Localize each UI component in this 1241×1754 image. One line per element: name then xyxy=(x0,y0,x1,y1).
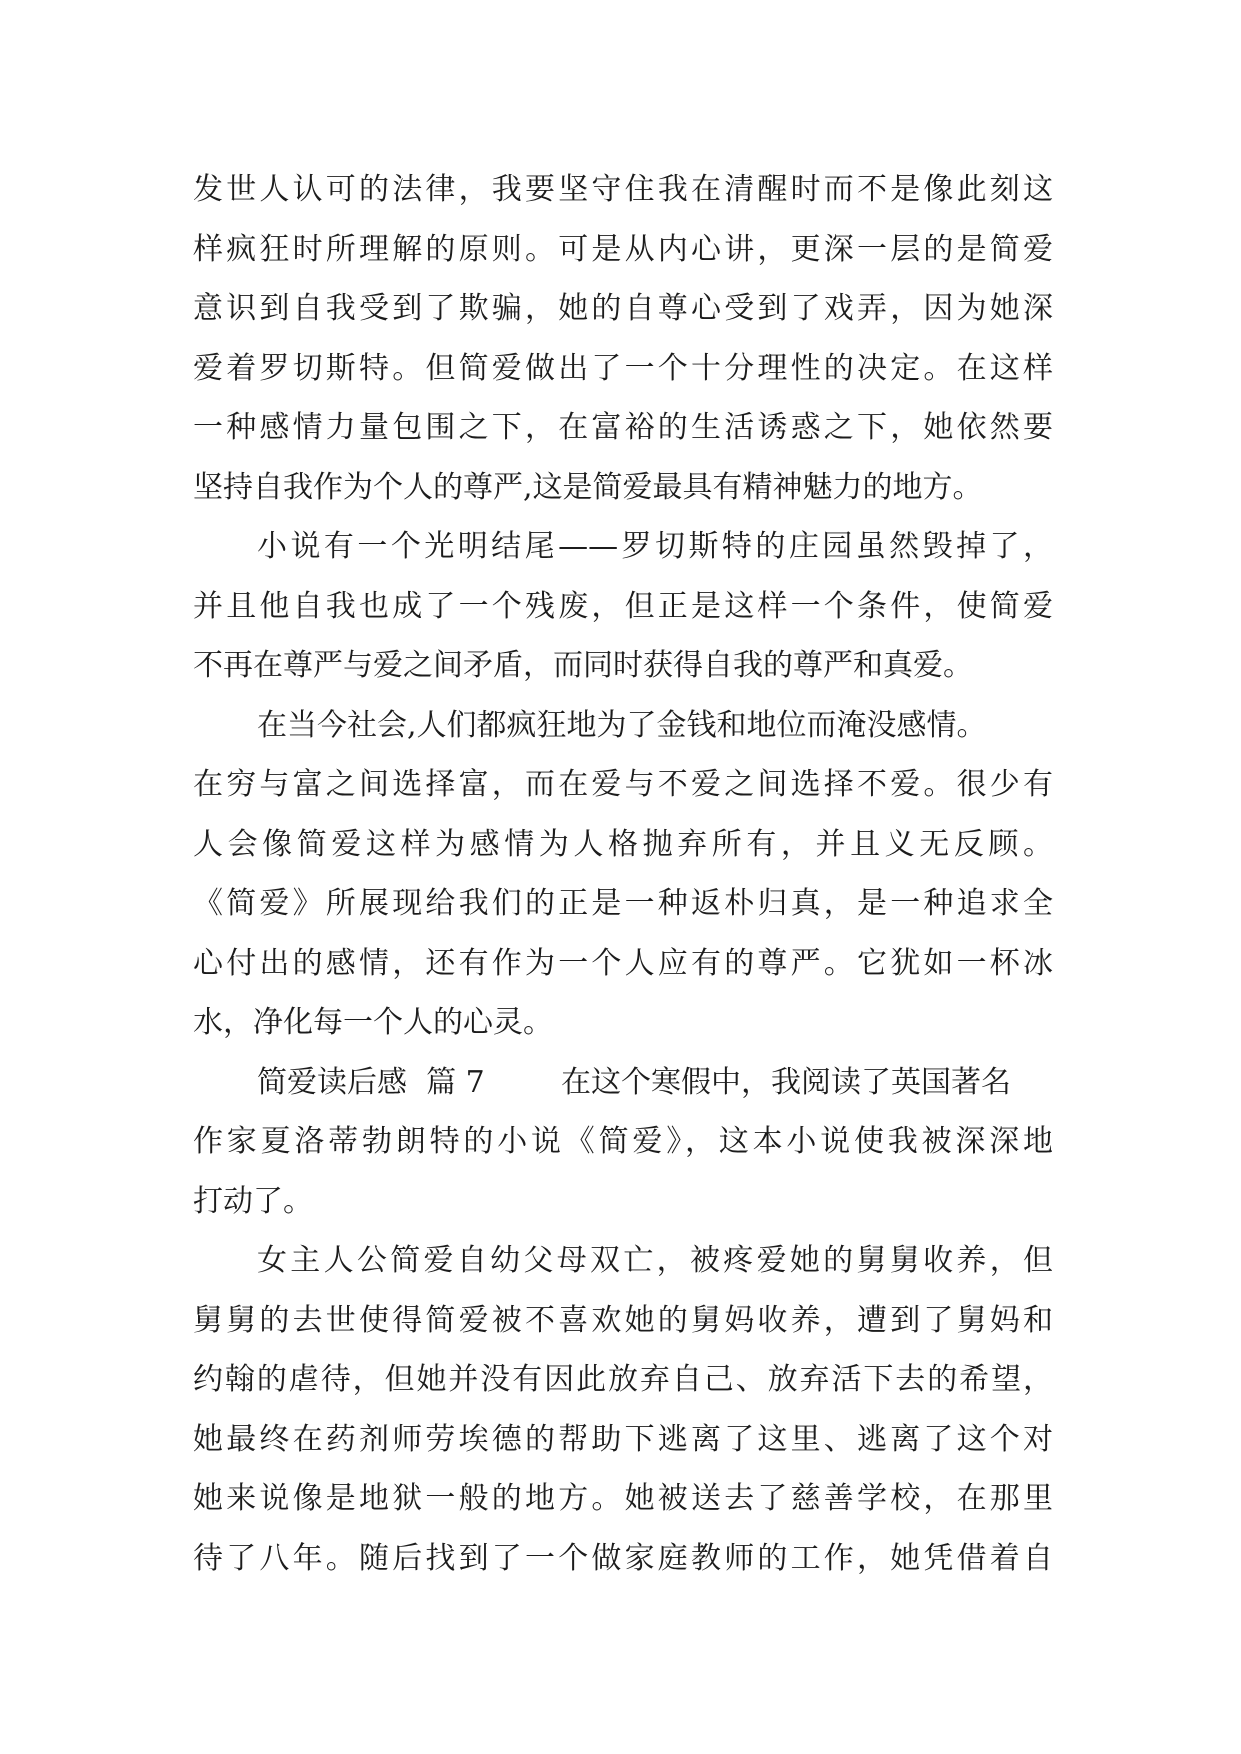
text-line: 她最终在药剂师劳埃德的帮助下逃离了这里、逃离了这个对 xyxy=(193,1421,1053,1457)
paragraph-first-line: 小说有一个光明结尾——罗切斯特的庄园虽然毁掉了， xyxy=(257,529,1053,564)
text-line: 在穷与富之间选择富，而在爱与不爱之间选择不爱。很少有 xyxy=(193,767,1053,802)
text-line: 水，净化每一个人的心灵。 xyxy=(193,1005,553,1040)
text-line: 不再在尊严与爱之间矛盾，而同时获得自我的尊严和真爱。 xyxy=(193,648,973,683)
section-heading-line: 简爱读后感 篇 7 在这个寒假中，我阅读了英国著名 xyxy=(257,1064,1011,1100)
paragraph-first-line: 女主人公简爱自幼父母双亡，被疼爱她的舅舅收养，但 xyxy=(257,1243,1053,1278)
text-line: 意识到自我受到了欺骗，她的自尊心受到了戏弄，因为她深 xyxy=(193,291,1053,326)
text-line: 作家夏洛蒂勃朗特的小说《简爱》，这本小说使我被深深地 xyxy=(193,1124,1053,1159)
text-line: 她来说像是地狱一般的地方。她被送去了慈善学校，在那里 xyxy=(193,1481,1053,1516)
paragraph-first-line: 在当今社会,人们都疯狂地为了金钱和地位而淹没感情。 xyxy=(257,707,987,743)
text-line: 发世人认可的法律，我要坚守住我在清醒时而不是像此刻这 xyxy=(193,172,1053,207)
text-line: 一种感情力量包围之下，在富裕的生活诱惑之下，她依然要 xyxy=(193,410,1053,445)
text-line: 人会像简爱这样为感情为人格抛弃所有，并且义无反顾。 xyxy=(193,826,1053,862)
text-line: 心付出的感情，还有作为一个人应有的尊严。它犹如一杯冰 xyxy=(193,945,1053,981)
text-line: 打动了。 xyxy=(193,1183,313,1219)
text-line: 舅舅的去世使得简爱被不喜欢她的舅妈收养，遭到了舅妈和 xyxy=(193,1302,1053,1338)
body-text xyxy=(193,160,1053,1588)
text-line: 并且他自我也成了一个残废，但正是这样一个条件，使简爱 xyxy=(193,588,1053,624)
text-line: 待了八年。随后找到了一个做家庭教师的工作，她凭借着自 xyxy=(193,1540,1053,1576)
text-line: 约翰的虐待，但她并没有因此放弃自己、放弃活下去的希望， xyxy=(193,1362,1053,1397)
text-line: 样疯狂时所理解的原则。可是从内心讲，更深一层的是简爱 xyxy=(193,231,1053,267)
text-line: 爱着罗切斯特。但简爱做出了一个十分理性的决定。在这样 xyxy=(193,350,1053,386)
text-line: 《简爱》所展现给我们的正是一种返朴归真，是一种追求全 xyxy=(193,886,1053,921)
text-line: 坚持自我作为个人的尊严,这是简爱最具有精神魅力的地方。 xyxy=(193,469,983,505)
